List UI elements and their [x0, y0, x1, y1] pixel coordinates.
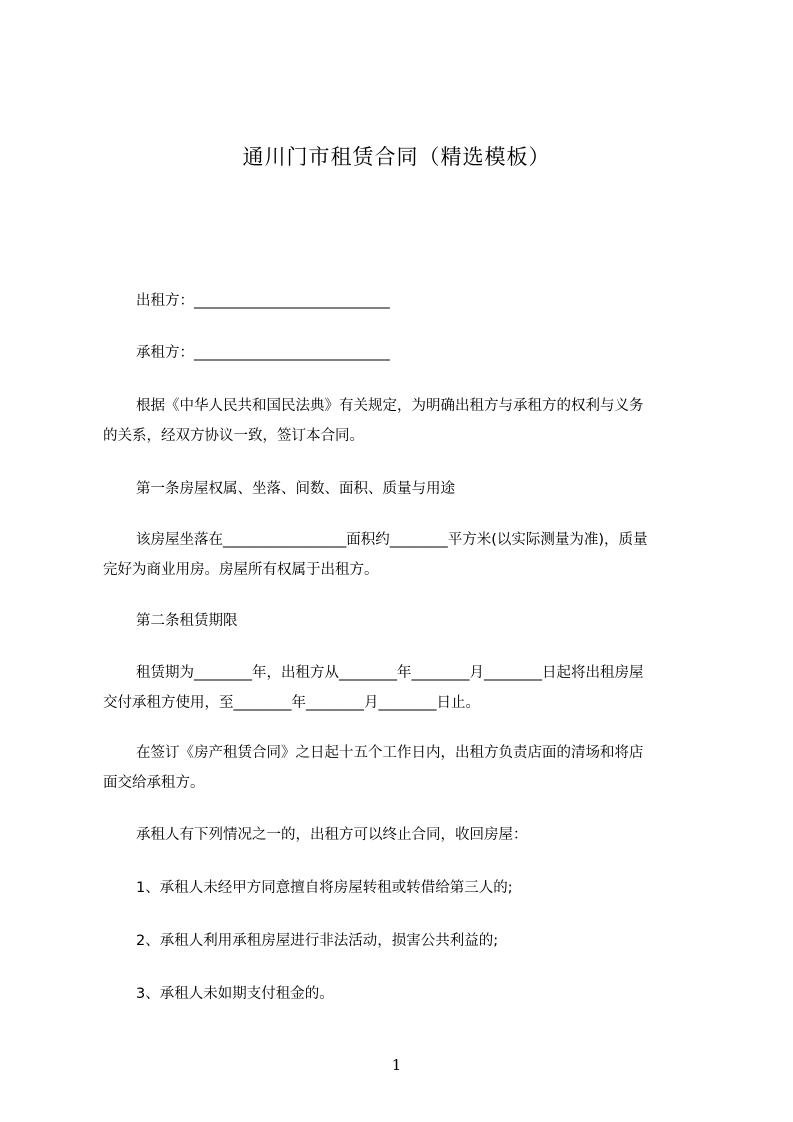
- article-1-body: [103, 525, 703, 585]
- page-title: 通川门市租赁合同（精选模板）: [242, 145, 551, 169]
- termination-item: 3、承租人未如期支付租金的。: [136, 986, 334, 1002]
- preamble-line-1: 根据《中华人民共和国民法典》有关规定，为明确出租方与承租方的权利与义务: [136, 398, 644, 414]
- article-2-term: [103, 658, 703, 718]
- article-1-heading: 第一条房屋权属、坐落、间数、面积、质量与用途: [136, 481, 455, 497]
- page-number: 1: [391, 1056, 402, 1074]
- preamble-line-2: 的关系，经双方协议一致，签订本合同。: [103, 428, 364, 444]
- article-2-handover: [103, 738, 703, 798]
- article-2-handover-line-2: 面交给承租方。: [103, 775, 205, 791]
- preamble-paragraph: [103, 391, 703, 451]
- article-2-heading: 第二条租赁期限: [136, 613, 238, 629]
- article-2-term-line-2: 交付承租方使用，至________年________月________日止。: [103, 695, 480, 711]
- termination-intro: 承租人有下列情况之一的，出租方可以终止合同，收回房屋：: [136, 827, 528, 843]
- article-1-line-1: 该房屋坐落在_________________面积约________平方米(以实际测量为准)，质量: [136, 532, 648, 548]
- article-2-handover-line-1: 在签订《房产租赁合同》之日起十五个工作日内，出租方负责店面的清场和将店: [136, 745, 644, 761]
- lessee-line: 承租方：___________________________: [136, 345, 390, 361]
- article-2-term-line-1: 租赁期为________年，出租方从________年________月________日起将出租房屋: [136, 665, 644, 681]
- lessor-line: 出租方：___________________________: [136, 293, 390, 309]
- article-1-line-2: 完好为商业用房。房屋所有权属于出租方。: [103, 562, 379, 578]
- termination-item: 1、承租人未经甲方同意擅自将房屋转租或转借给第三人的;: [136, 880, 513, 896]
- termination-item: 2、承租人利用承租房屋进行非法活动，损害公共利益的;: [136, 933, 499, 949]
